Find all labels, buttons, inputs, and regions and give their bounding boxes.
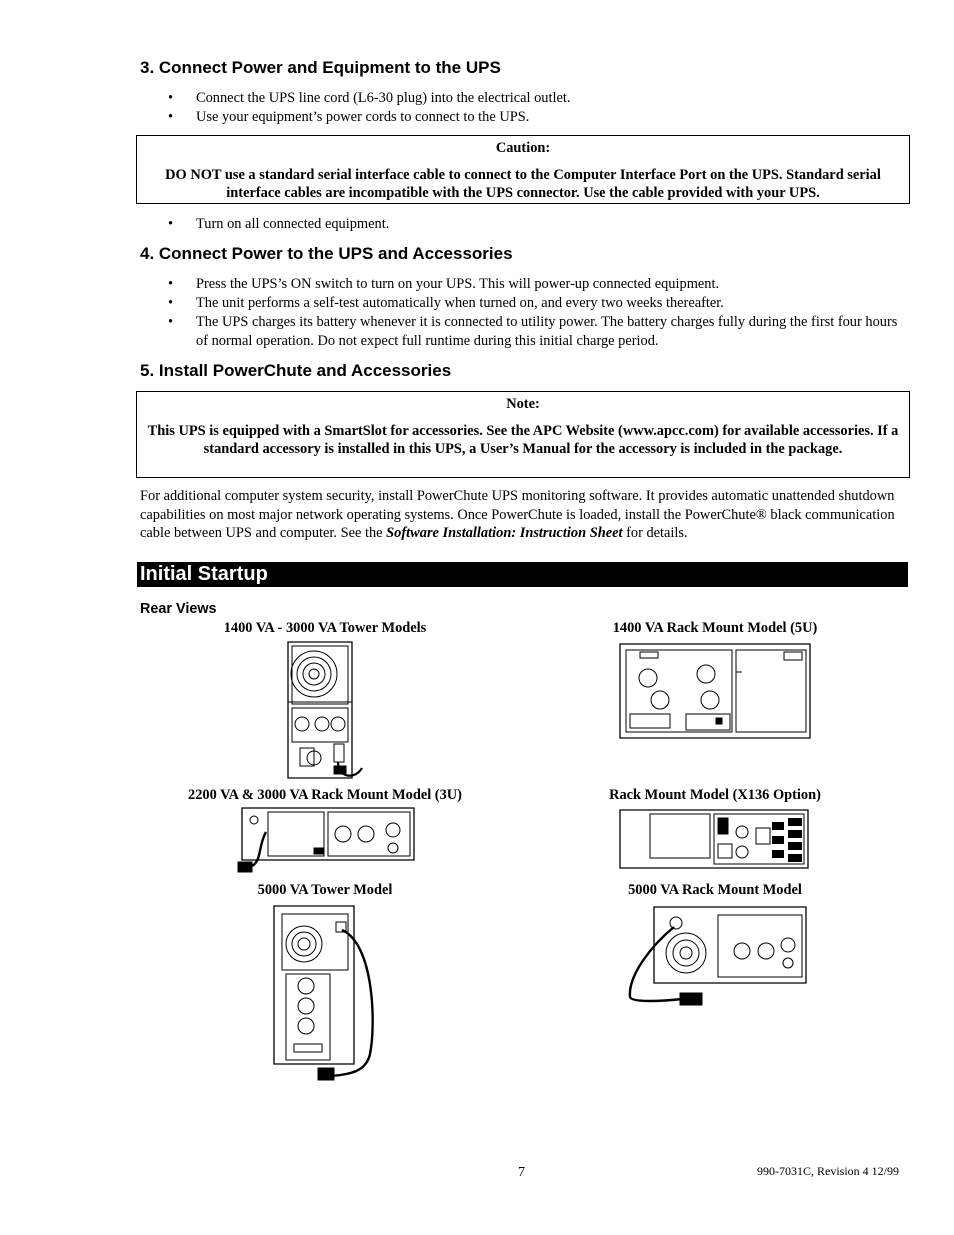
section-4-bullets — [140, 275, 906, 351]
note-title: Note: — [506, 396, 540, 412]
caption-rack-5000: 5000 VA Rack Mount Model — [628, 882, 802, 898]
section-3-heading: 3. Connect Power and Equipment to the UPS — [140, 58, 501, 77]
section-3-bullets — [140, 89, 954, 127]
document-id: 990-7031C, Revision 4 12/99 — [757, 1164, 900, 1178]
rear-views-subheading: Rear Views — [140, 601, 217, 617]
caption-tower-1400-3000: 1400 VA - 3000 VA Tower Models — [223, 620, 427, 636]
caption-tower-5000: 5000 VA Tower Model — [257, 882, 393, 898]
rack-1400-5u-rear-view — [618, 642, 814, 740]
caption-rack-x136: Rack Mount Model (X136 Option) — [609, 787, 821, 803]
page-number: 7 — [518, 1165, 525, 1180]
list-item: • Connect the UPS line cord (L6-30 plug) into the electrical outlet. — [196, 89, 954, 108]
list-item: • Turn on all connected equipment. — [196, 215, 954, 234]
caution-box — [136, 135, 910, 204]
rack-x136-rear-view — [618, 808, 810, 870]
list-item: • Press the UPS’s ON switch to turn on your UPS. This will power-up connected equipment. — [196, 275, 906, 294]
tower-1400-3000-rear-view — [280, 640, 370, 782]
rack-5000-rear-view — [624, 905, 810, 1015]
caution-title: Caution: — [495, 140, 551, 156]
section-4-heading: 4. Connect Power to the UPS and Accessories — [140, 244, 513, 263]
caution-text: DO NOT use a standard serial interface cable to connect to the Computer Interface Port on the UPS. Standard serial interface cables are incompatible with the UPS connector. Use the cable provided with your UPS. — [165, 167, 881, 201]
caption-rack-1400: 1400 VA Rack Mount Model (5U) — [612, 620, 818, 636]
rack-2200-3000-3u-rear-view — [238, 806, 418, 878]
note-text: This UPS is equipped with a SmartSlot for accessories. See the APC Website (www.apcc.com) for available accessories. If a standard accessory is installed in this UPS, a User’s Manual for the accessory is included in the package. — [147, 423, 899, 457]
paragraph-text: For additional computer system security, install PowerChute UPS monitoring software. It provides automatic unattended shutdown capabilities on most major network operating systems. Once PowerChute is loaded, install the PowerChute® black communication cable between UPS and computer. See the — [140, 488, 895, 541]
section-3-after-bullets — [140, 215, 954, 234]
section-5-heading: 5. Install PowerChute and Accessories — [140, 361, 452, 380]
tower-5000-rear-view — [270, 904, 386, 1088]
instruction-sheet-reference: Software Installation: Instruction Sheet — [386, 525, 623, 541]
initial-startup-banner: Initial Startup — [137, 562, 908, 587]
list-item: • The UPS charges its battery whenever it is connected to utility power. The battery charges fully during the first four hours of normal operation. Do not expect full runtime during this initial charge period. — [196, 313, 906, 351]
caption-rack-2200-3000: 2200 VA & 3000 VA Rack Mount Model (3U) — [188, 787, 462, 803]
note-box — [136, 391, 910, 478]
list-item: • Use your equipment’s power cords to connect to the UPS. — [196, 108, 954, 127]
list-item: • The unit performs a self-test automatically when turned on, and every two weeks thereafter. — [196, 294, 906, 313]
paragraph-text-end: for details. — [622, 525, 688, 541]
powerchute-paragraph — [140, 487, 906, 543]
